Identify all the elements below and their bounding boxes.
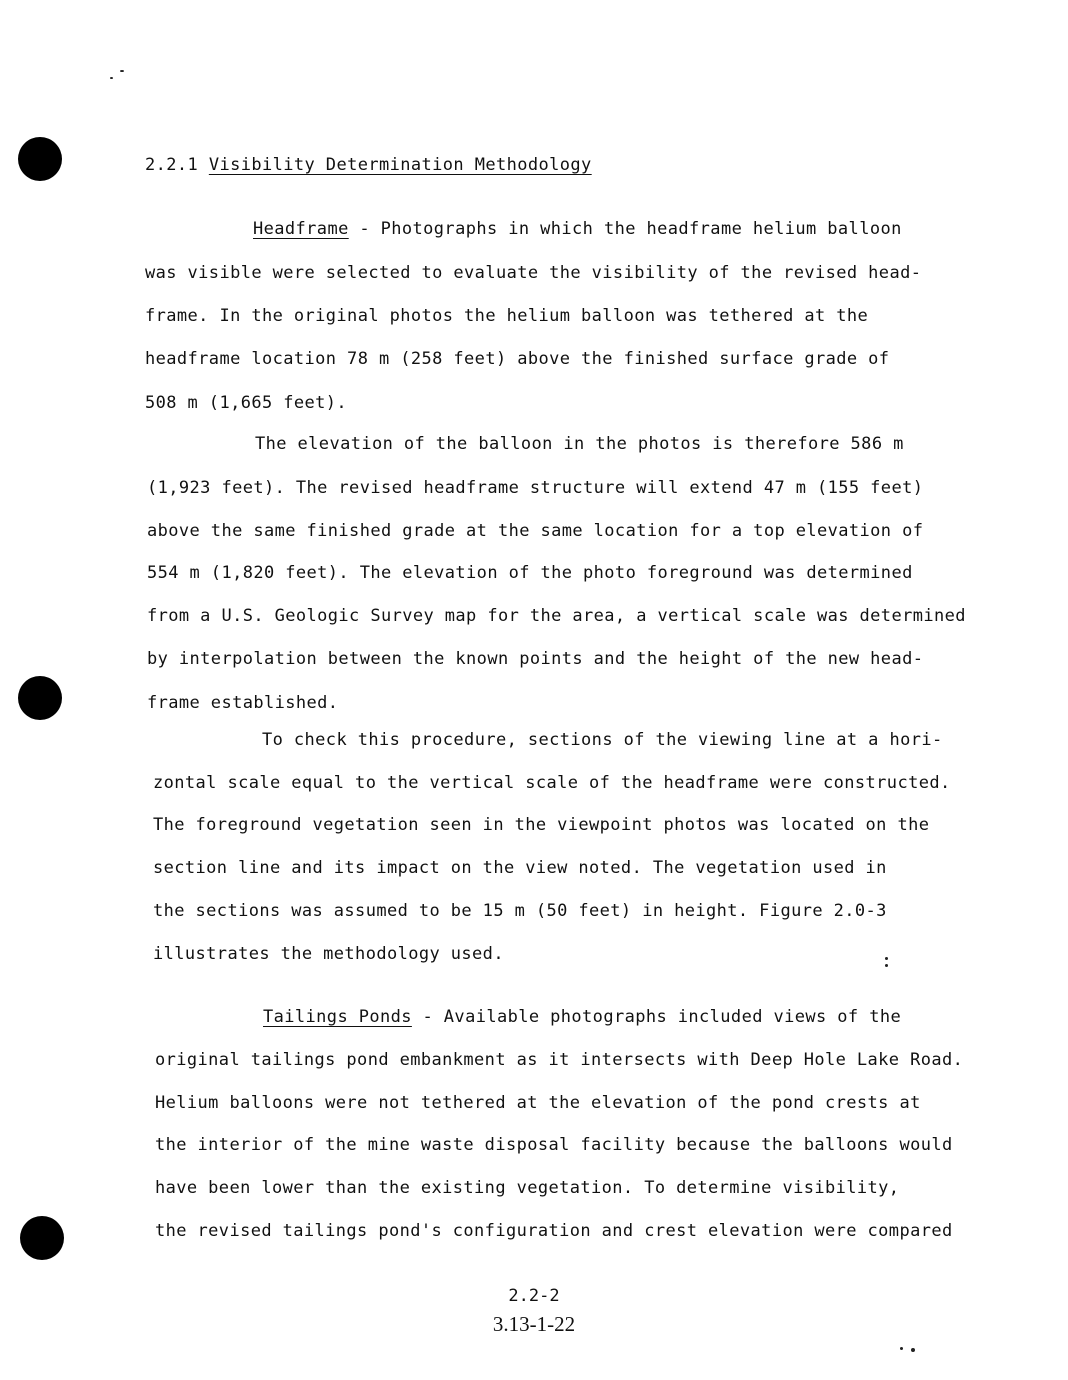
- section-number: 2.2.1: [145, 155, 199, 175]
- headframe-subheading: Headframe: [253, 219, 349, 239]
- para2-line5: from a U.S. Geologic Survey map for the area, a vertical scale was determined: [147, 606, 966, 626]
- scan-speck: [120, 70, 124, 72]
- scan-speck: [885, 957, 888, 960]
- para1-line3: frame. In the original photos the helium balloon was tethered at the: [145, 306, 869, 326]
- para3-line4: section line and its impact on the view noted. The vegetation used in: [153, 858, 887, 878]
- tailings-ponds-subheading: Tailings Ponds: [263, 1007, 412, 1027]
- para4-line3: Helium balloons were not tethered at the elevation of the pond crests at: [155, 1093, 921, 1113]
- para4-line2: original tailings pond embankment as it intersects with Deep Hole Lake Road.: [155, 1050, 964, 1070]
- punch-hole-middle: [18, 676, 62, 720]
- para2-line3: above the same finished grade at the same location for a top elevation of: [147, 521, 924, 541]
- para2-line1: The elevation of the balloon in the photos is therefore 586 m: [255, 434, 904, 454]
- para2-line2: (1,923 feet). The revised headframe structure will extend 47 m (155 feet): [147, 478, 924, 498]
- para2-line6: by interpolation between the known points and the height of the new head-: [147, 649, 924, 669]
- para4-line4: the interior of the mine waste disposal facility because the balloons would: [155, 1135, 953, 1155]
- scan-speck: [110, 77, 113, 79]
- para2-line4: 554 m (1,820 feet). The elevation of the photo foreground was determined: [147, 563, 913, 583]
- para1-line4: headframe location 78 m (258 feet) above the finished surface grade of: [145, 349, 890, 369]
- para1-line2: was visible were selected to evaluate the visibility of the revised head-: [145, 263, 922, 283]
- para3-line2: zontal scale equal to the vertical scale of the headframe were constructed.: [153, 773, 951, 793]
- scan-speck: [900, 1347, 903, 1350]
- para3-line6: illustrates the methodology used.: [153, 944, 504, 964]
- section-title: Visibility Determination Methodology: [208, 155, 592, 175]
- para3-line3: The foreground vegetation seen in the viewpoint photos was located on the: [153, 815, 930, 835]
- document-reference: 3.13-1-22: [492, 1312, 576, 1336]
- para4-line6: the revised tailings pond's configuration and crest elevation were compared: [155, 1221, 953, 1241]
- punch-hole-bottom: [20, 1216, 64, 1260]
- para2-line7: frame established.: [147, 693, 339, 713]
- scan-speck: [885, 964, 888, 967]
- scan-speck: [911, 1348, 915, 1352]
- para4-line5: have been lower than the existing vegetation. To determine visibility,: [155, 1178, 900, 1198]
- para4-line1: Tailings Ponds - Available photographs included views of the: [263, 1007, 902, 1027]
- para1-line5: 508 m (1,665 feet).: [145, 393, 348, 413]
- punch-hole-top: [18, 137, 62, 181]
- para3-line1: To check this procedure, sections of the viewing line at a hori-: [262, 730, 943, 750]
- page-number: 2.2-2: [508, 1286, 560, 1306]
- para1-line1: Headframe - Photographs in which the headframe helium balloon: [253, 219, 902, 239]
- para3-line5: the sections was assumed to be 15 m (50 feet) in height. Figure 2.0-3: [153, 901, 887, 921]
- section-heading: [145, 155, 592, 175]
